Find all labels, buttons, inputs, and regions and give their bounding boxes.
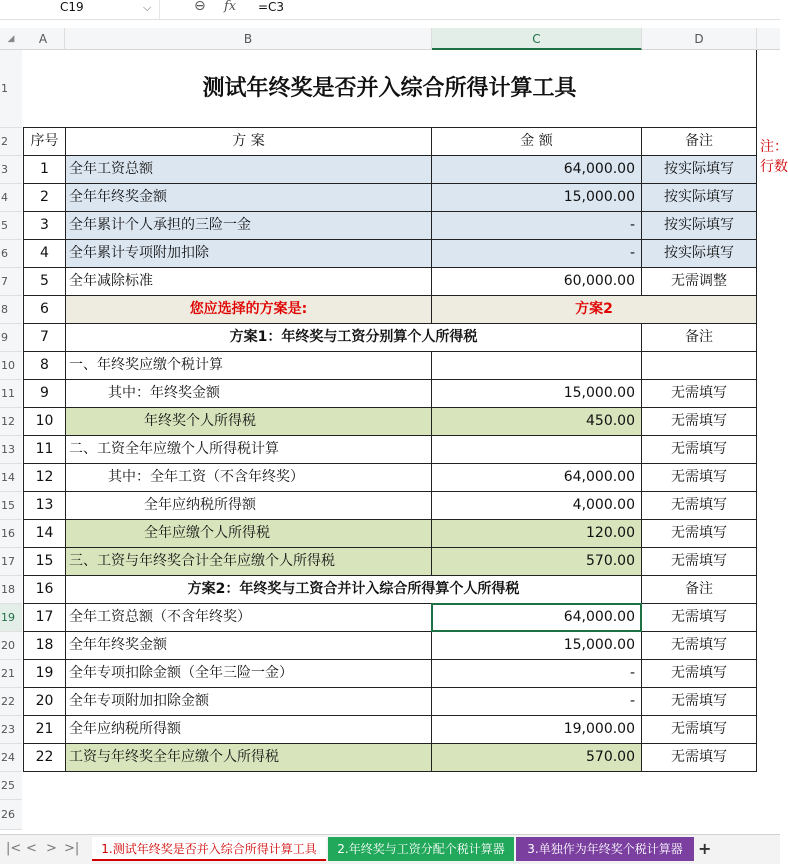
- row-remark[interactable]: 无需填写: [642, 716, 757, 744]
- row-header-3[interactable]: 3: [0, 156, 22, 184]
- row-remark[interactable]: 无需填写: [642, 436, 757, 464]
- column-header-c[interactable]: C: [432, 28, 642, 50]
- row-amount[interactable]: [432, 352, 642, 380]
- row-label[interactable]: 全年应缴个人所得税: [66, 520, 432, 548]
- row-label[interactable]: 其中：全年工资（不含年终奖）: [66, 464, 432, 492]
- row-remark[interactable]: 无需填写: [642, 548, 757, 576]
- row-amount[interactable]: 19,000.00: [432, 716, 642, 744]
- row-header-9[interactable]: 9: [0, 324, 22, 352]
- row-remark[interactable]: 无需填写: [642, 464, 757, 492]
- row-amount[interactable]: 64,000.00: [432, 156, 642, 184]
- row-header-13[interactable]: 13: [0, 436, 22, 464]
- row-no-6[interactable]: 6: [23, 296, 66, 324]
- sheet-tab-1[interactable]: 1.测试年终奖是否并入综合所得计算工具: [92, 837, 326, 861]
- row-no-20[interactable]: 20: [23, 688, 66, 716]
- row-remark[interactable]: 无需填写: [642, 380, 757, 408]
- row-label[interactable]: 全年工资总额（不含年终奖）: [66, 604, 432, 632]
- row-remark[interactable]: 无需填写: [642, 408, 757, 436]
- row-no-7[interactable]: 7: [23, 324, 66, 352]
- row-header-17[interactable]: 17: [0, 548, 22, 576]
- plan-choice-label[interactable]: 您应选择的方案是:: [66, 296, 432, 324]
- row-label[interactable]: 全年专项附加扣除金额: [66, 688, 432, 716]
- row-amount[interactable]: 15,000.00: [432, 632, 642, 660]
- function-icon[interactable]: fx: [224, 0, 237, 14]
- row-amount[interactable]: 120.00: [432, 520, 642, 548]
- row-no-14[interactable]: 14: [23, 520, 66, 548]
- row-no-22[interactable]: 22: [23, 744, 66, 772]
- row-label[interactable]: 全年累计个人承担的三险一金: [66, 212, 432, 240]
- row-no-10[interactable]: 10: [23, 408, 66, 436]
- chevron-down-icon[interactable]: ⌵: [143, 1, 152, 14]
- add-sheet-icon[interactable]: +: [698, 839, 712, 858]
- row-header-1[interactable]: 1: [0, 50, 22, 128]
- row-header-2[interactable]: 2: [0, 128, 22, 156]
- row-header-24[interactable]: 24: [0, 744, 22, 772]
- row-header-20[interactable]: 20: [0, 632, 22, 660]
- row-header-21[interactable]: 21: [0, 660, 22, 688]
- row-no-18[interactable]: 18: [23, 632, 66, 660]
- row-amount[interactable]: 4,000.00: [432, 492, 642, 520]
- row-label[interactable]: 全年年终奖金额: [66, 632, 432, 660]
- row-remark[interactable]: 按实际填写: [642, 212, 757, 240]
- column-header-a[interactable]: A: [22, 28, 65, 50]
- row-header-11[interactable]: 11: [0, 380, 22, 408]
- row-label[interactable]: 其中：年终奖金额: [66, 380, 432, 408]
- row-no-8[interactable]: 8: [23, 352, 66, 380]
- row-remark[interactable]: 无需调整: [642, 268, 757, 296]
- row-no-9[interactable]: 9: [23, 380, 66, 408]
- row-label[interactable]: 全年工资总额: [66, 156, 432, 184]
- row-amount[interactable]: 64,000.00: [432, 464, 642, 492]
- row-amount[interactable]: 60,000.00: [432, 268, 642, 296]
- row-remark[interactable]: 无需填写: [642, 604, 757, 632]
- row-label[interactable]: 全年减除标准: [66, 268, 432, 296]
- row-amount[interactable]: 64,000.00: [432, 604, 642, 632]
- row-remark[interactable]: 备注: [642, 324, 757, 352]
- section-heading[interactable]: 方案1：年终奖与工资分别算个人所得税: [66, 324, 642, 352]
- row-no-12[interactable]: 12: [23, 464, 66, 492]
- row-header-22[interactable]: 22: [0, 688, 22, 716]
- prev-sheet-icon[interactable]: <: [26, 841, 37, 856]
- row-no-17[interactable]: 17: [23, 604, 66, 632]
- row-no-15[interactable]: 15: [23, 548, 66, 576]
- row-header: [0, 50, 22, 830]
- cell-reference: C19: [60, 0, 84, 14]
- sheet-title[interactable]: 测试年终奖是否并入综合所得计算工具: [23, 50, 757, 128]
- first-sheet-icon[interactable]: |<: [6, 841, 22, 856]
- next-sheet-icon[interactable]: >: [46, 841, 57, 856]
- selected-cell-outline: [431, 603, 642, 632]
- row-amount[interactable]: -: [432, 660, 642, 688]
- row-remark[interactable]: 无需填写: [642, 660, 757, 688]
- row-header-19[interactable]: 19: [0, 604, 22, 632]
- header-remark[interactable]: 备注: [642, 128, 757, 156]
- select-all-corner[interactable]: ◢: [7, 34, 15, 44]
- row-no-19[interactable]: 19: [23, 660, 66, 688]
- row-no-11[interactable]: 11: [23, 436, 66, 464]
- section-heading[interactable]: 方案2：年终奖与工资合并计入综合所得算个人所得税: [66, 576, 642, 604]
- header-amount[interactable]: 金 额: [432, 128, 642, 156]
- column-header-b[interactable]: B: [65, 28, 432, 50]
- row-amount[interactable]: 570.00: [432, 548, 642, 576]
- row-remark[interactable]: 无需填写: [642, 744, 757, 772]
- row-no-4[interactable]: 4: [23, 240, 66, 268]
- name-box[interactable]: [0, 0, 160, 19]
- row-header-26[interactable]: 26: [0, 800, 22, 830]
- formula-input[interactable]: =C3: [258, 0, 285, 14]
- row-remark[interactable]: 按实际填写: [642, 184, 757, 212]
- row-header-8[interactable]: 8: [0, 296, 22, 324]
- row-header-10[interactable]: 10: [0, 352, 22, 380]
- row-amount[interactable]: -: [432, 212, 642, 240]
- row-remark[interactable]: 无需填写: [642, 688, 757, 716]
- row-no-2[interactable]: 2: [23, 184, 66, 212]
- row-label[interactable]: 全年专项扣除金额（全年三险一金）: [66, 660, 432, 688]
- row-label[interactable]: 二、工资全年应缴个人所得税计算: [66, 436, 432, 464]
- row-header-7[interactable]: 7: [0, 268, 22, 296]
- plan-choice-value[interactable]: 方案2: [432, 296, 757, 324]
- row-no-16[interactable]: 16: [23, 576, 66, 604]
- row-no-13[interactable]: 13: [23, 492, 66, 520]
- row-remark[interactable]: 按实际填写: [642, 240, 757, 268]
- row-header-14[interactable]: 14: [0, 464, 22, 492]
- row-label[interactable]: 工资与年终奖全年应缴个人所得税: [66, 744, 432, 772]
- zoom-icon[interactable]: ⊖: [194, 0, 206, 14]
- sheet-tab-3[interactable]: 3.单独作为年终奖个税计算器: [516, 837, 694, 861]
- row-remark[interactable]: 无需填写: [642, 492, 757, 520]
- row-amount[interactable]: -: [432, 688, 642, 716]
- row-label[interactable]: 全年年终奖金额: [66, 184, 432, 212]
- row-header-18[interactable]: 18: [0, 576, 22, 604]
- last-sheet-icon[interactable]: >|: [64, 841, 80, 856]
- row-header-16[interactable]: 16: [0, 520, 22, 548]
- column-header: [0, 28, 780, 50]
- header-plan[interactable]: 方 案: [66, 128, 432, 156]
- spreadsheet-grid: [23, 50, 780, 830]
- row-amount[interactable]: 450.00: [432, 408, 642, 436]
- row-no-5[interactable]: 5: [23, 268, 66, 296]
- formula-bar: [0, 0, 780, 20]
- row-label[interactable]: 全年累计专项附加扣除: [66, 240, 432, 268]
- row-amount[interactable]: -: [432, 240, 642, 268]
- sheet-tab-bar: [0, 834, 780, 864]
- row-header-23[interactable]: 23: [0, 716, 22, 744]
- row-amount[interactable]: 15,000.00: [432, 380, 642, 408]
- row-header-25[interactable]: 25: [0, 772, 22, 800]
- sheet-tab-2[interactable]: 2.年终奖与工资分配个税计算器: [328, 837, 514, 861]
- side-note[interactable]: 注： 行数: [760, 139, 788, 175]
- row-amount[interactable]: [432, 436, 642, 464]
- row-amount[interactable]: 570.00: [432, 744, 642, 772]
- row-label[interactable]: 全年应纳税所得额: [66, 492, 432, 520]
- row-remark[interactable]: 备注: [642, 576, 757, 604]
- row-header-6[interactable]: 6: [0, 240, 22, 268]
- row-no-3[interactable]: 3: [23, 212, 66, 240]
- row-header-4[interactable]: 4: [0, 184, 22, 212]
- row-header-12[interactable]: 12: [0, 408, 22, 436]
- header-no[interactable]: 序号: [23, 128, 66, 156]
- row-no-21[interactable]: 21: [23, 716, 66, 744]
- row-remark[interactable]: 按实际填写: [642, 156, 757, 184]
- column-header-d[interactable]: D: [642, 28, 757, 50]
- row-amount[interactable]: 15,000.00: [432, 184, 642, 212]
- row-remark[interactable]: 无需填写: [642, 632, 757, 660]
- row-header-15[interactable]: 15: [0, 492, 22, 520]
- row-label[interactable]: 全年应纳税所得额: [66, 716, 432, 744]
- row-label[interactable]: 一、年终奖应缴个税计算: [66, 352, 432, 380]
- row-no-1[interactable]: 1: [23, 156, 66, 184]
- row-remark[interactable]: 无需填写: [642, 520, 757, 548]
- row-label[interactable]: 年终奖个人所得税: [66, 408, 432, 436]
- row-label[interactable]: 三、工资与年终奖合计全年应缴个人所得税: [66, 548, 432, 576]
- row-header-5[interactable]: 5: [0, 212, 22, 240]
- row-remark[interactable]: [642, 352, 757, 380]
